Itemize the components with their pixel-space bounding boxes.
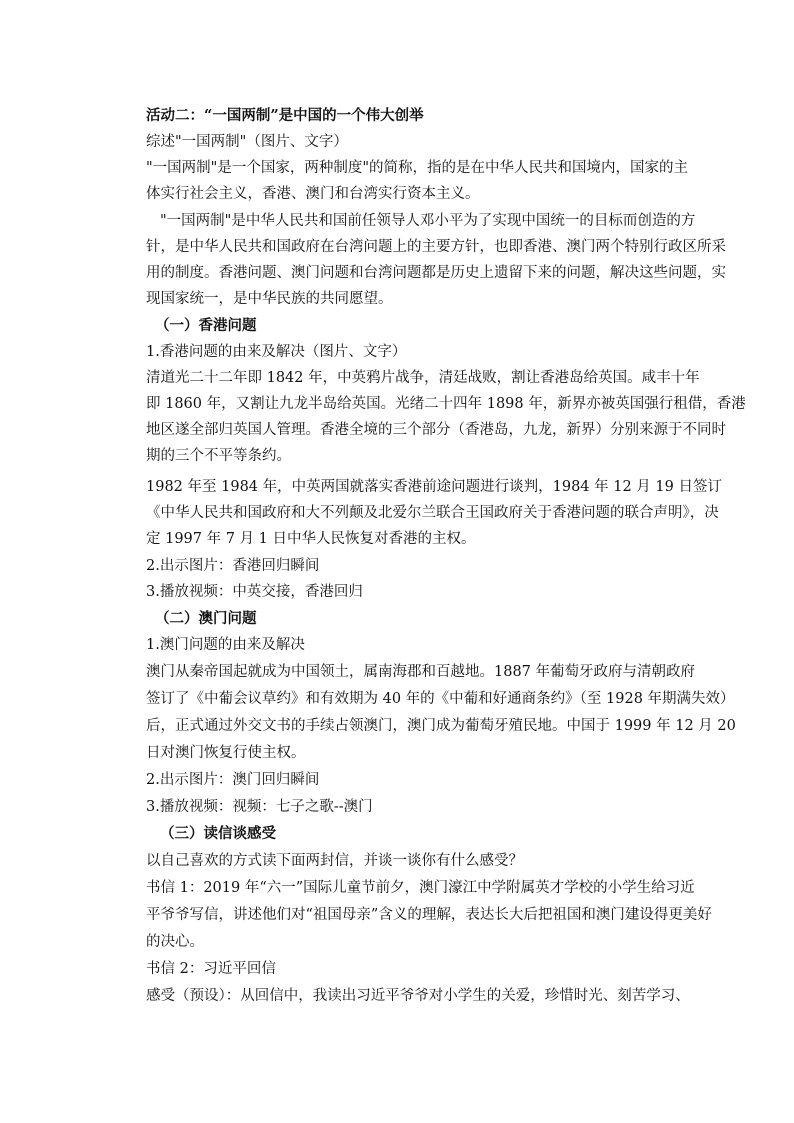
hk-heading: （一）香港问题 bbox=[155, 317, 257, 334]
letter1-line: 平爷爷写信，讲述他们对“祖国母亲”含义的理解，表达长大后把祖国和澳门建设得更美好 bbox=[146, 907, 712, 923]
macau-p1-line: 澳门从秦帝国起就成为中国领土，属南海郡和百越地。1887 年葡萄牙政府与清朝政府 bbox=[146, 664, 696, 680]
overview-p2-line: 针，是中华人民共和国政府在台湾问题上的主要方针，也即香港、澳门两个特别行政区所采 bbox=[146, 239, 726, 255]
overview-p1-line: 体实行社会主义，香港、澳门和台湾实行资本主义。 bbox=[146, 186, 480, 202]
hk-p1-line: 期的三个不平等条约。 bbox=[146, 448, 291, 464]
macau-item1: 1.澳门问题的由来及解决 bbox=[146, 637, 305, 653]
macau-p1-line: 签订了《中葡会议草约》和有效期为 40 年的《中葡和好通商条约》（至 1928 年期满失效） bbox=[146, 691, 735, 707]
feeling-line: 感受（预设）：从回信中，我读出习近平爷爷对小学生的关爱，珍惜时光、刻苦学习、 bbox=[146, 988, 690, 1004]
overview-p2-line: 现国家统一，是中华民族的共同愿望。 bbox=[146, 291, 393, 307]
hk-p1-line: 地区遂全部归英国人管理。香港全境的三个部分（香港岛，九龙，新界）分别来源于不同时 bbox=[146, 422, 726, 438]
overview-p1-line: "一国两制"是一个国家，两种制度"的简称，指的是在中华人民共和国境内，国家的主 bbox=[146, 160, 689, 176]
letter1-line: 书信 1：2019 年“六一”国际儿童节前夕，澳门濠江中学附属英才学校的小学生给习近 bbox=[146, 880, 695, 896]
hk-p1-line: 清道光二十二年即 1842 年，中英鸦片战争，清廷战败，割让香港岛给英国。咸丰十年 bbox=[146, 370, 700, 386]
overview-heading: 综述"一国两制"（图片、文字） bbox=[146, 134, 348, 150]
hk-p2-line: 定 1997 年 7 月 1 日中华人民恢复对香港的主权。 bbox=[146, 531, 476, 547]
hk-p2-line: 1982 年至 1984 年，中英两国就落实香港前途问题进行谈判，1984 年 12 月 19 日签订 bbox=[146, 479, 722, 495]
hk-p1-line: 即 1860 年，又割让九龙半岛给英国。光绪二十四年 1898 年，新界亦被英国强行租借，香港 bbox=[146, 396, 746, 412]
macau-heading: （二）澳门问题 bbox=[155, 610, 257, 627]
macau-p1-line: 日对澳门恢复行使主权。 bbox=[146, 745, 306, 761]
macau-item3: 3.播放视频：视频：七子之歌--澳门 bbox=[146, 799, 373, 815]
hk-item3: 3.播放视频：中英交接，香港回归 bbox=[146, 584, 363, 600]
macau-item2: 2.出示图片：澳门回归瞬间 bbox=[146, 772, 320, 788]
hk-item2: 2.出示图片：香港回归瞬间 bbox=[146, 558, 320, 574]
letter1-line: 的决心。 bbox=[146, 934, 204, 950]
hk-p2-line: 《中华人民共和国政府和大不列颠及北爱尔兰联合王国政府关于香港问题的联合声明》，决 bbox=[146, 505, 719, 521]
activity-title: 活动二：“一国两制”是中国的一个伟大创举 bbox=[146, 107, 424, 124]
overview-p2-line: 用的制度。香港问题、澳门问题和台湾问题都是历史上遗留下来的问题，解决这些问题，实 bbox=[146, 265, 726, 281]
macau-p1-line: 后，正式通过外交文书的手续占领澳门，澳门成为葡萄牙殖民地。中国于 1999 年 12 月 20 bbox=[146, 718, 736, 734]
letters-heading: （三）读信谈感受 bbox=[160, 825, 276, 842]
hk-item1: 1.香港问题的由来及解决（图片、文字） bbox=[146, 344, 407, 360]
letters-intro: 以自己喜欢的方式读下面两封信，并谈一谈你有什么感受？ bbox=[146, 853, 523, 869]
letter2-line: 书信 2：习近平回信 bbox=[146, 961, 276, 977]
overview-p2-line: "一国两制"是中华人民共和国前任领导人邓小平为了实现中国统一的目标而创造的方 bbox=[160, 213, 696, 229]
